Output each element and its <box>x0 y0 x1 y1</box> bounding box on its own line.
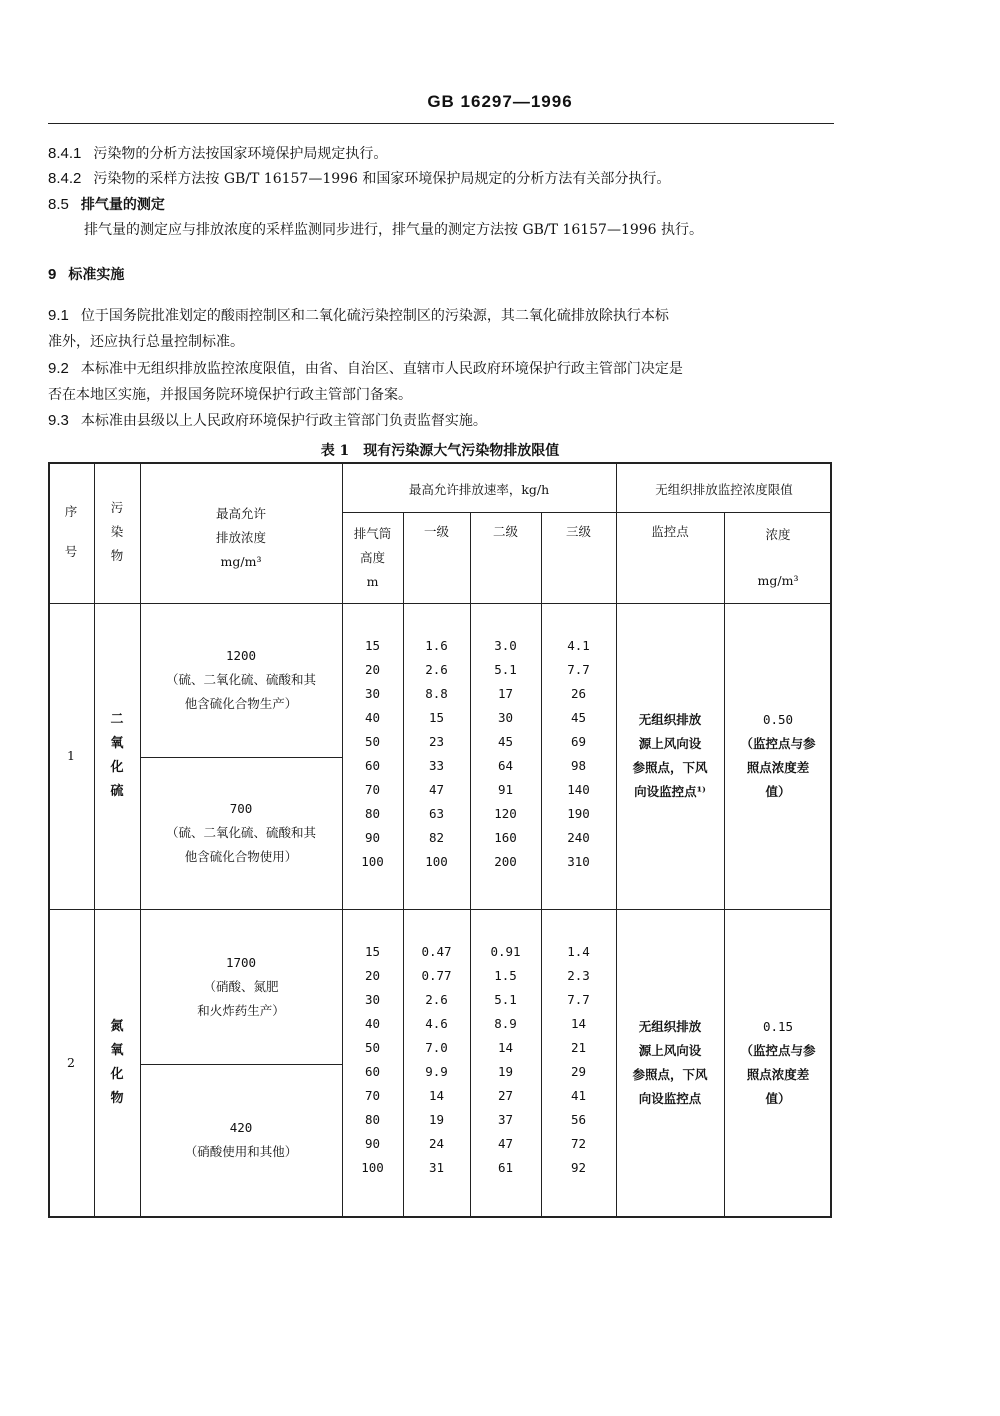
table-text: 0.47 <box>421 944 452 959</box>
header-stack-height <box>342 520 403 596</box>
table-text: 100 <box>361 854 384 869</box>
table-text: 1700 <box>225 954 257 970</box>
table-text: 80 <box>364 1112 381 1127</box>
table-text: 最高允许 <box>215 506 266 521</box>
table-text: 无组织排放 <box>638 1018 702 1034</box>
table-text: 染 <box>110 524 124 539</box>
table-text: 源上风向设 <box>638 1042 702 1058</box>
table-text: 63 <box>428 806 445 821</box>
table-text: 190 <box>567 806 590 821</box>
table-text: 2.6 <box>425 662 448 677</box>
para-text: 排气量的测定 <box>80 197 165 213</box>
table-text: 1200 <box>225 648 257 663</box>
para-number: 9.2 <box>48 360 69 377</box>
table-text: 80 <box>364 806 381 821</box>
header-subrow-line <box>342 512 832 513</box>
table-text: 72 <box>570 1136 587 1151</box>
row2-level1 <box>403 938 470 1182</box>
table-text: 序 <box>64 504 78 519</box>
para-8-4-2 <box>48 170 670 188</box>
table-text: mg/m³ <box>220 554 262 569</box>
row1-pollutant <box>94 603 140 909</box>
emission-limits-table <box>48 462 832 1218</box>
table-text: 4.6 <box>425 1016 448 1031</box>
table-text: 浓度 <box>765 527 791 542</box>
header-monitor-point: 监控点 <box>651 524 689 539</box>
para-text: 污染物的采样方法按 GB/T 16157—1996 和国家环境保护局规定的分析方法有关部分执行。 <box>93 171 671 187</box>
table-text: 14 <box>570 1016 587 1031</box>
para-8-5-body <box>84 221 703 239</box>
table-text: 160 <box>494 830 517 845</box>
table-caption: 表 1 现有污染源大气污染物排放限值 <box>320 443 560 459</box>
row2-monitor-point <box>616 909 724 1216</box>
para-number: 8.4.2 <box>48 170 82 187</box>
row1-conc-use <box>140 757 342 909</box>
header-seq <box>48 492 94 572</box>
header-rate-group: 最高允许排放速率，kg/h <box>408 482 550 497</box>
table-text: 26 <box>570 686 587 701</box>
row1-seq: 1 <box>67 748 75 763</box>
para-9-1 <box>48 307 669 325</box>
table-text: 31 <box>428 1160 445 1175</box>
row1-conc-limit <box>724 603 832 909</box>
table-text: 50 <box>364 1040 381 1055</box>
table-text: 21 <box>570 1040 587 1055</box>
table-text: 15 <box>364 638 381 653</box>
row2-conc-use <box>140 1064 342 1216</box>
table-text: 物 <box>110 548 124 563</box>
table-text: 30 <box>497 710 514 725</box>
table-text: （监控点与参 <box>740 736 816 751</box>
table-text: 参照点，下风 <box>632 1066 708 1082</box>
section-9-title <box>48 266 124 284</box>
table-text: 47 <box>497 1136 514 1151</box>
table-text: 14 <box>497 1040 514 1055</box>
header-rule <box>48 123 834 124</box>
table-text: 氧 <box>110 1042 124 1058</box>
row1-monitor-point <box>616 603 724 909</box>
table-text: 56 <box>570 1112 587 1127</box>
table-text: 值） <box>765 1090 791 1106</box>
table-text: 7.7 <box>567 992 590 1007</box>
table-text: 1.6 <box>425 638 448 653</box>
table-text: 120 <box>494 806 517 821</box>
table-text: 0.15 <box>762 1018 794 1034</box>
table-text: 15 <box>364 944 381 959</box>
table-text: 100 <box>425 854 448 869</box>
table-text: 61 <box>497 1160 514 1175</box>
table-text: 70 <box>364 1088 381 1103</box>
table-text: 7.7 <box>567 662 590 677</box>
table-text: 化 <box>110 1066 124 1082</box>
para-9-3 <box>48 412 487 430</box>
table-text: 420 <box>229 1120 253 1135</box>
row2-conc-limit <box>724 909 832 1216</box>
table-text: 19 <box>428 1112 445 1127</box>
table-text: 50 <box>364 734 381 749</box>
table-text: 5.1 <box>494 992 517 1007</box>
para-text: 本标准中无组织排放监控浓度限值，由省、自治区、直辖市人民政府环境保护行政主管部门决定是 <box>80 361 683 377</box>
table-text: 号 <box>64 544 78 559</box>
table-border-top <box>48 462 832 464</box>
table-text: 14 <box>428 1088 445 1103</box>
table-text: 24 <box>428 1136 445 1151</box>
table-text: 17 <box>497 686 514 701</box>
table-text: 9.9 <box>425 1064 448 1079</box>
table-text: 20 <box>364 662 381 677</box>
para-text: 污染物的分析方法按国家环境保护局规定执行。 <box>93 146 388 162</box>
table-text: 90 <box>364 830 381 845</box>
table-text: 140 <box>567 782 590 797</box>
table-text: 92 <box>570 1160 587 1175</box>
table-text: 0.77 <box>421 968 452 983</box>
table-text: 值） <box>765 784 791 799</box>
table-text: 硫 <box>110 784 124 799</box>
para-text: 位于国务院批准划定的酸雨控制区和二氧化硫污染控制区的污染源，其二氧化硫排放除执行本标 <box>80 308 669 324</box>
row2-seq: 2 <box>67 1054 75 1070</box>
row1-conc-production <box>140 603 342 757</box>
table-text: 向设监控点¹⁾ <box>634 784 706 799</box>
table-text: 98 <box>570 758 587 773</box>
table-text: 40 <box>364 710 381 725</box>
row2-heights <box>342 938 403 1182</box>
table-text: 和火炸药生产） <box>197 1002 285 1018</box>
table-text: 69 <box>570 734 587 749</box>
header-level-2: 二级 <box>492 524 518 539</box>
table-text: 23 <box>428 734 445 749</box>
para-number: 8.4.1 <box>48 145 82 162</box>
para-9-1-cont <box>48 333 244 351</box>
table-text: 向设监控点 <box>638 1090 702 1106</box>
table-text: 40 <box>364 1016 381 1031</box>
table-text: 排气筒 <box>353 526 392 541</box>
table-text: 70 <box>364 782 381 797</box>
table-text: 二 <box>110 712 124 727</box>
table-text: 82 <box>428 830 445 845</box>
table-text: 45 <box>497 734 514 749</box>
table-text: （硫、二氧化硫、硫酸和其 <box>165 825 316 840</box>
table-text: 物 <box>110 1090 124 1106</box>
table-text: 照点浓度差 <box>746 1066 810 1082</box>
page-header: GB 16297—1996 <box>427 92 573 111</box>
table-text: 照点浓度差 <box>746 760 810 775</box>
para-text: 标准实施 <box>68 267 125 283</box>
table-text: 30 <box>364 992 381 1007</box>
header-concentration <box>724 520 832 596</box>
header-level-1: 一级 <box>423 524 449 539</box>
table-text: mg/m³ <box>757 573 799 588</box>
table-text: m <box>366 574 379 589</box>
table-text: 29 <box>570 1064 587 1079</box>
para-text: 否在本地区实施，并报国务院环境保护行政主管部门备案。 <box>48 387 412 403</box>
table-text: 37 <box>497 1112 514 1127</box>
para-text: 排气量的测定应与排放浓度的采样监测同步进行，排气量的测定方法按 GB/T 16157—1996 执行。 <box>84 222 704 238</box>
table-text: 0.50 <box>762 712 794 727</box>
table-text: 3.0 <box>494 638 517 653</box>
table-text: 氮 <box>110 1018 124 1034</box>
table-text: 污 <box>110 500 124 515</box>
para-text: 准外，还应执行总量控制标准。 <box>48 334 244 350</box>
table-text: 4.1 <box>567 638 590 653</box>
table-text: 33 <box>428 758 445 773</box>
table-text: （硝酸、氮肥 <box>203 978 279 994</box>
row2-level3 <box>541 938 616 1182</box>
table-text: 64 <box>497 758 514 773</box>
table-text: 15 <box>428 710 445 725</box>
table-text: 700 <box>229 801 253 816</box>
table-text: 化 <box>110 760 124 775</box>
table-text: 他含硫化合物使用） <box>184 849 298 864</box>
header-pollutant <box>94 492 140 572</box>
table-text: 5.1 <box>494 662 517 677</box>
table-text: 无组织排放 <box>638 712 702 727</box>
row2-pollutant <box>94 909 140 1216</box>
table-text: 2.3 <box>567 968 590 983</box>
row1-level1 <box>403 632 470 876</box>
table-text: 60 <box>364 758 381 773</box>
table-text: 排放浓度 <box>215 530 266 545</box>
table-border-bottom <box>48 1216 832 1218</box>
header-max-concentration <box>140 500 342 576</box>
para-number: 9.1 <box>48 307 69 324</box>
table-text: 20 <box>364 968 381 983</box>
table-text: （硫、二氧化硫、硫酸和其 <box>165 672 316 687</box>
table-text: 47 <box>428 782 445 797</box>
table-text: （监控点与参 <box>740 1042 816 1058</box>
table-text: 100 <box>361 1160 384 1175</box>
table-text: 0.91 <box>490 944 521 959</box>
table-text: 41 <box>570 1088 587 1103</box>
table-text: 91 <box>497 782 514 797</box>
para-9-2 <box>48 360 683 378</box>
table-text: 8.9 <box>494 1016 517 1031</box>
para-number: 9.3 <box>48 412 69 429</box>
para-text: 本标准由县级以上人民政府环境保护行政主管部门负责监督实施。 <box>80 413 487 429</box>
table-text: 90 <box>364 1136 381 1151</box>
row1-level3 <box>541 632 616 876</box>
table-text: 310 <box>567 854 590 869</box>
table-text: 1.5 <box>494 968 517 983</box>
table-text: 8.8 <box>425 686 448 701</box>
header-level-3: 三级 <box>565 524 591 539</box>
para-number: 9 <box>48 266 57 283</box>
table-text: （硝酸使用和其他） <box>184 1144 298 1159</box>
table-text: 参照点，下风 <box>632 760 708 775</box>
row1-heights <box>342 632 403 876</box>
table-text: 30 <box>364 686 381 701</box>
row2-conc-production <box>140 909 342 1064</box>
row1-level2 <box>470 632 541 876</box>
table-text: 源上风向设 <box>638 736 702 751</box>
table-text: 19 <box>497 1064 514 1079</box>
table-text: 7.0 <box>425 1040 448 1055</box>
header-fugitive-group: 无组织排放监控浓度限值 <box>655 482 793 497</box>
para-9-2-cont <box>48 386 412 404</box>
table-text: 高度 <box>359 550 385 565</box>
table-text: 他含硫化合物生产） <box>184 696 298 711</box>
para-8-4-1 <box>48 145 387 163</box>
table-text: 45 <box>570 710 587 725</box>
table-text: 200 <box>494 854 517 869</box>
para-8-5 <box>48 196 165 214</box>
table-text: 60 <box>364 1064 381 1079</box>
para-number: 8.5 <box>48 196 69 213</box>
table-text: 27 <box>497 1088 514 1103</box>
table-text: 2.6 <box>425 992 448 1007</box>
row2-level2 <box>470 938 541 1182</box>
table-text: 1.4 <box>567 944 590 959</box>
table-text: 氧 <box>110 736 124 751</box>
table-text: 240 <box>567 830 590 845</box>
